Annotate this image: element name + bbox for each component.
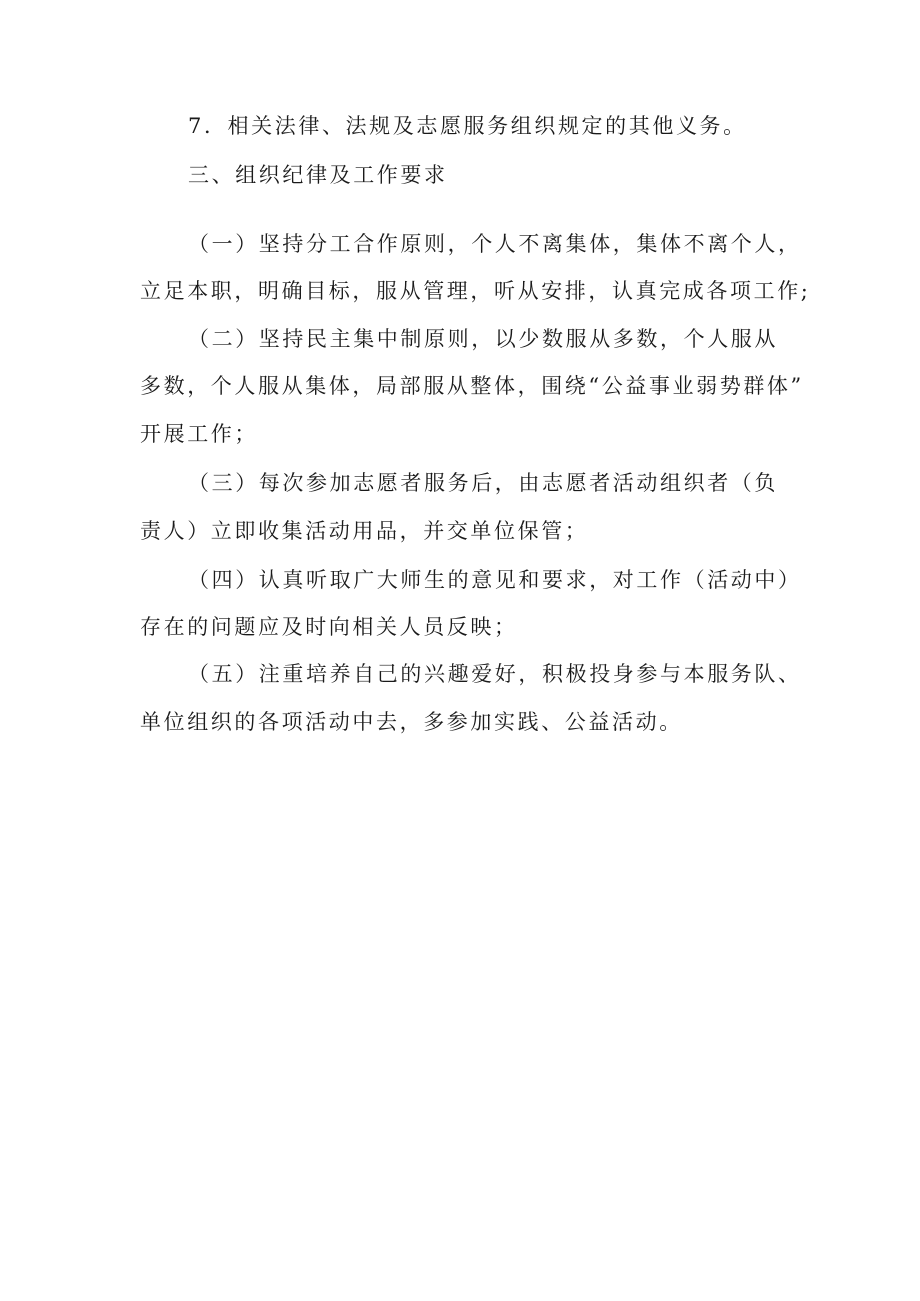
section-heading: 三、组织纪律及工作要求 bbox=[188, 163, 448, 187]
paragraph-1-line-1: （一）坚持分工合作原则，个人不离集体，集体不离个人， bbox=[188, 232, 802, 256]
paragraph-4-line-1: （四）认真听取广大师生的意见和要求，对工作（活动中） bbox=[188, 568, 802, 592]
paragraph-3-line-1: （三）每次参加志愿者服务后，由志愿者活动组织者（负 bbox=[188, 471, 778, 495]
paragraph-4-line-2: 存在的问题应及时向相关人员反映； bbox=[140, 615, 518, 639]
paragraph-2-line-2: 多数，个人服从集体，局部服从整体，围绕“公益事业弱势群体” bbox=[140, 374, 804, 398]
paragraph-5-line-2: 单位组织的各项活动中去，多参加实践、公益活动。 bbox=[140, 710, 683, 734]
paragraph-2-line-1: （二）坚持民主集中制原则，以少数服从多数，个人服从 bbox=[188, 327, 778, 351]
paragraph-1-line-2: 立足本职，明确目标，服从管理，听从安排，认真完成各项工作; bbox=[140, 279, 811, 303]
paragraph-2-line-3: 开展工作； bbox=[140, 422, 258, 446]
item-7-text: 7．相关法律、法规及志愿服务组织规定的其他义务。 bbox=[188, 114, 747, 138]
paragraph-5-line-1: （五）注重培养自己的兴趣爱好，积极投身参与本服务队、 bbox=[188, 662, 802, 686]
paragraph-3-line-2: 责人）立即收集活动用品，并交单位保管； bbox=[140, 519, 589, 543]
